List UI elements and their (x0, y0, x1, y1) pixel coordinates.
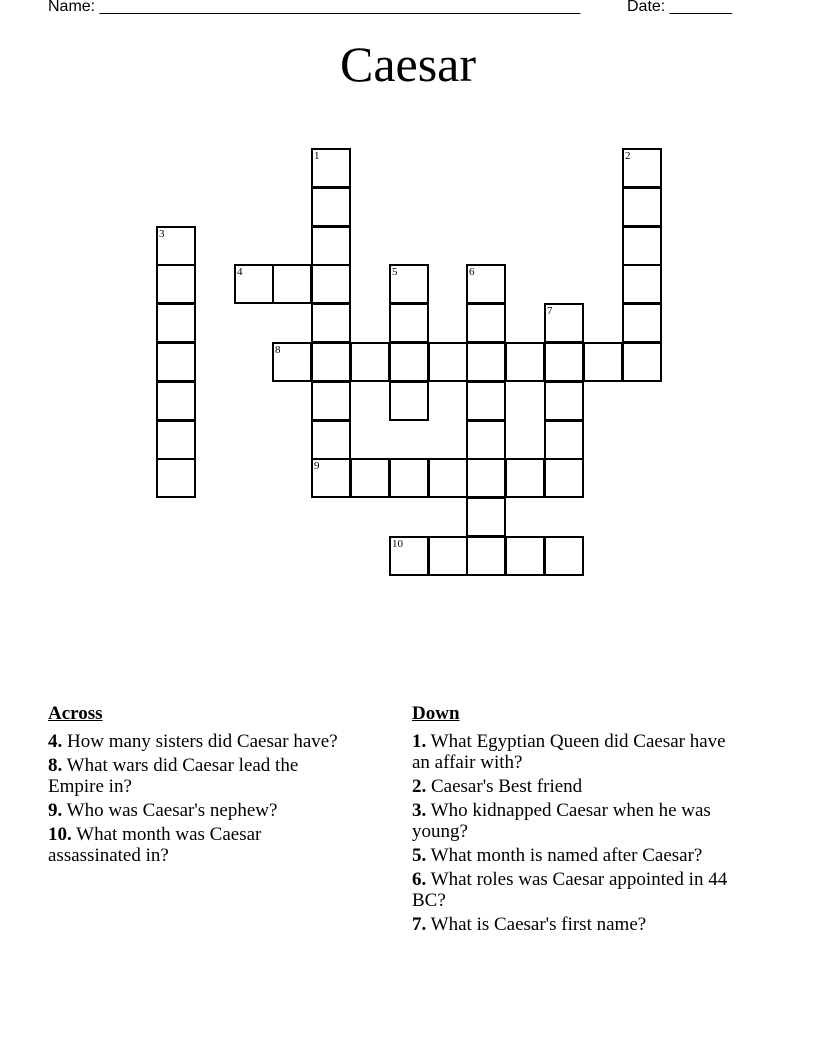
grid-cell[interactable] (622, 303, 662, 343)
grid-cell[interactable] (311, 226, 351, 266)
grid-cell[interactable] (389, 264, 429, 304)
grid-cell[interactable] (622, 148, 662, 188)
grid-cell[interactable] (505, 536, 545, 576)
grid-cell[interactable] (156, 381, 196, 421)
clue-number: 8 (275, 344, 281, 356)
grid-cell[interactable] (505, 342, 545, 382)
page-title: Caesar (339, 36, 477, 92)
across-heading: Across (48, 703, 103, 724)
grid-cell[interactable] (466, 303, 506, 343)
clue-down-6: 6. What roles was Caesar appointed in 44 BC? (412, 869, 728, 911)
grid-cell[interactable] (622, 187, 662, 227)
clue-number: 2 (625, 150, 631, 162)
clue-number: 10 (392, 538, 403, 550)
grid-cell[interactable] (622, 264, 662, 304)
grid-cell[interactable] (466, 381, 506, 421)
grid-cell[interactable] (234, 264, 274, 304)
grid-cell[interactable] (544, 458, 584, 498)
grid-cell[interactable] (311, 342, 351, 382)
clue-down-7: 7. What is Caesar's first name? (412, 914, 647, 935)
grid-cell[interactable] (156, 226, 196, 266)
grid-cell[interactable] (311, 187, 351, 227)
grid-cell[interactable] (156, 342, 196, 382)
across-clues (48, 703, 348, 869)
clue-down-1: 1. What Egyptian Queen did Caesar have an affair with? (412, 731, 726, 773)
grid-cell[interactable] (622, 342, 662, 382)
clue-number: 4 (237, 266, 243, 278)
grid-cell[interactable] (544, 303, 584, 343)
grid-cell[interactable] (389, 536, 429, 576)
grid-cell[interactable] (350, 342, 390, 382)
grid-cell[interactable] (544, 381, 584, 421)
grid-cell[interactable] (466, 458, 506, 498)
clue-across-8: 8. What wars did Caesar lead the Empire in? (48, 755, 299, 797)
grid-cell[interactable] (466, 264, 506, 304)
grid-cell[interactable] (428, 536, 468, 576)
clue-down-3: 3. Who kidnapped Caesar when he was young? (412, 800, 711, 842)
grid-cell[interactable] (156, 303, 196, 343)
grid-cell[interactable] (466, 420, 506, 460)
grid-cell[interactable] (156, 264, 196, 304)
grid-cell[interactable] (350, 458, 390, 498)
grid-cell[interactable] (311, 458, 351, 498)
clue-number: 3 (159, 228, 165, 240)
grid-cell[interactable] (466, 497, 506, 537)
grid-cell[interactable] (156, 420, 196, 460)
clue-down-5: 5. What month is named after Caesar? (412, 845, 703, 866)
grid-cell[interactable] (311, 264, 351, 304)
clue-across-10: 10. What month was Caesar assassinated in? (48, 824, 262, 866)
grid-cell[interactable] (428, 458, 468, 498)
grid-cell[interactable] (389, 381, 429, 421)
grid-cell[interactable] (311, 420, 351, 460)
grid-cell[interactable] (156, 458, 196, 498)
clue-number: 6 (469, 266, 475, 278)
clue-across-9: 9. Who was Caesar's nephew? (48, 800, 278, 821)
grid-cell[interactable] (622, 226, 662, 266)
clue-number: 7 (547, 305, 553, 317)
grid-cell[interactable] (311, 381, 351, 421)
grid-cell[interactable] (544, 420, 584, 460)
grid-cell[interactable] (389, 458, 429, 498)
name-field[interactable]: Name: ______________________________________________________ (48, 0, 581, 15)
down-heading: Down (412, 703, 460, 724)
grid-cell[interactable] (311, 303, 351, 343)
grid-cell[interactable] (428, 342, 468, 382)
grid-cell[interactable] (544, 536, 584, 576)
down-clues (412, 703, 742, 938)
grid-cell[interactable] (583, 342, 623, 382)
clue-down-2: 2. Caesar's Best friend (412, 776, 583, 797)
clue-across-4: 4. How many sisters did Caesar have? (48, 731, 338, 752)
grid-cell[interactable] (505, 458, 545, 498)
clue-number: 9 (314, 460, 320, 472)
grid-cell[interactable] (389, 342, 429, 382)
grid-cell[interactable] (311, 148, 351, 188)
grid-cell[interactable] (272, 264, 312, 304)
grid-cell[interactable] (466, 342, 506, 382)
clue-number: 5 (392, 266, 398, 278)
grid-cell[interactable] (272, 342, 312, 382)
grid-cell[interactable] (389, 303, 429, 343)
grid-cell[interactable] (466, 536, 506, 576)
grid-cell[interactable] (544, 342, 584, 382)
date-field[interactable]: Date: _______ (627, 0, 732, 15)
clue-number: 1 (314, 150, 320, 162)
